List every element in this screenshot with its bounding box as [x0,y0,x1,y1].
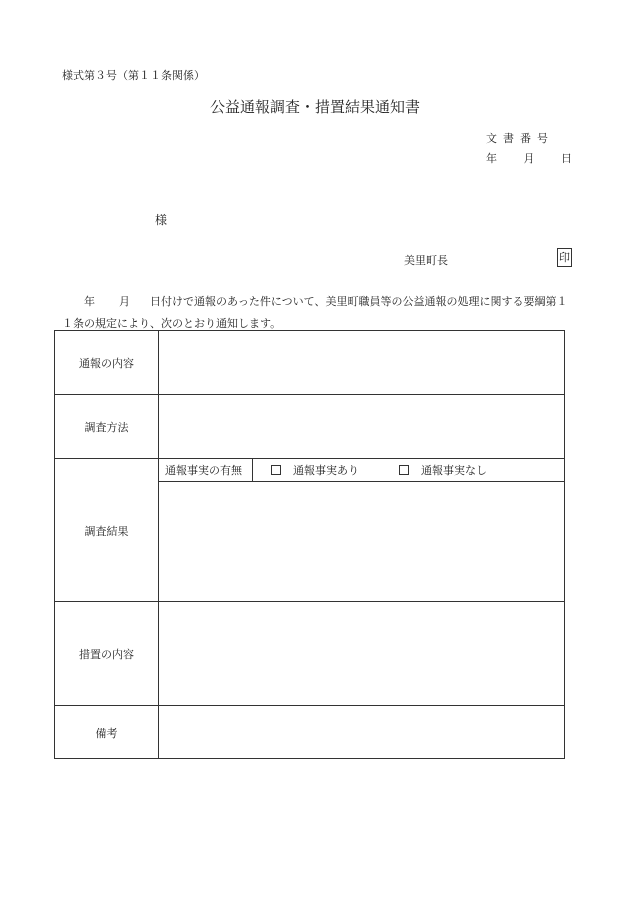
checkbox-icon[interactable] [399,465,409,475]
issue-date [486,150,572,166]
date-day-label: 日 [561,152,572,165]
row-investigation-result [55,458,564,602]
intro-text: 日付けで通報のあった件について、美里町職員等の公益通報の処理に関する要綱第１１条の規定により、次のとおり通知します。 [62,295,568,330]
report-content-field[interactable] [159,331,564,394]
row-remarks [55,705,564,759]
document-number-label: 文書番号 [486,132,554,145]
row-report-content [55,331,564,394]
form-number: 様式第３号（第１１条関係） [62,69,205,82]
row-measures [55,601,564,706]
date-month-label: 月 [523,152,535,165]
date-year-label: 年 [486,152,497,165]
investigation-result-cell [159,459,564,602]
row-label: 措置の内容 [55,602,159,706]
sender-title: 美里町長 [404,254,448,267]
form-table [54,330,565,759]
row-investigation-method [55,394,564,459]
intro-paragraph [62,291,572,335]
seal-mark: 印 [557,248,572,267]
document-title: 公益通報調査・措置結果通知書 [209,98,420,116]
row-label: 通報の内容 [55,331,159,394]
fact-existence-label: 通報事実の有無 [159,459,253,481]
intro-year: 年 [84,295,95,308]
measures-field[interactable] [159,602,564,706]
remarks-field[interactable] [159,706,564,759]
fact-existence-subheader [159,459,564,482]
option-fact-no[interactable] [399,462,487,478]
investigation-method-field[interactable] [159,395,564,459]
checkbox-icon[interactable] [271,465,281,475]
row-label: 調査結果 [55,459,159,602]
row-label: 調査方法 [55,395,159,459]
option-fact-yes-label: 通報事実あり [293,464,359,477]
recipient-suffix: 様 [155,213,168,227]
row-label: 備考 [55,706,159,759]
option-fact-yes[interactable] [271,462,359,478]
intro-month: 月 [119,295,130,308]
option-fact-no-label: 通報事実なし [421,464,487,477]
